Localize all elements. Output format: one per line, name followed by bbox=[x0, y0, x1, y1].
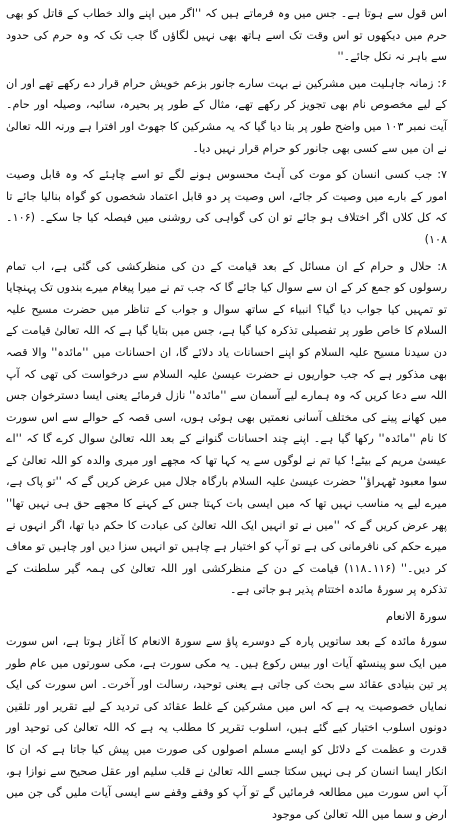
paragraph-hadith-quote: اس قول سے ہوتا ہے۔ جس میں وہ فرماتے ہیں کہ ''اگر میں اپنے والد خطاب کے قاتل کو بھی حرم میں دیکھوں تو اس وقت تک اسے ہاتھ بھی نہیں لگاؤں گا جب تک کہ وہ حرم کی حدود سے باہر نہ نکل جائے۔'' bbox=[6, 7, 447, 64]
paragraph-point-6: ۶: زمانہ جاہلیت میں مشرکین نے بہت سارے جانور بزعم خویش حرام قرار دے رکھے تھے اور ان کے لیے مخصوص نام بھی تجویز کر رکھے تھے، مثال کے طور پر بحیرہ، سائبہ، وصیلہ اور حام۔ آیت نمبر ۱۰۳ میں واضح طور پر بتا دیا گیا کہ یہ مشرکین کا جھوٹ اور افترا ہے ورنہ اللہ تعالیٰ نے ان میں سے کسی بھی جانور کو حرام قرار نہیں دیا۔ bbox=[6, 76, 447, 155]
paragraph-point-8: ۸: حلال و حرام کے ان مسائل کے بعد قیامت کے دن کی منظرکشی کی گئی ہے، اب تمام رسولوں کو جمع کر کے ان سے سوال کیا جائے گا کہ جب تم نے میرا پیغام میرے بندوں تک پہنچایا تو تمہیں کیا جواب دیا گیا؟ انبیاء کے ساتھ سوال و جواب کے تناظر میں حضرت مسیح علیہ السلام کا خاص طور پر تفصیلی تذکرہ کیا گیا ہے، جس میں بتایا گیا ہے کہ اللہ تعالیٰ قیامت کے دن سیدنا مسیح علیہ السلام کو اپنے احسانات یاد دلائے گا، ان احسانات میں ''مائدہ'' والا قصہ بھی مذکور ہے کہ جب حواریوں نے حضرت عیسیٰ علیہ السلام سے درخواست کی تھی کہ آپ اللہ سے دعا کریں کہ وہ ہمارے لیے آسمان سے ''مائدہ'' نازل فرمائے یعنی ایسا دسترخوان جس میں کھانے پینے کی مختلف آسانی نعمتیں بھی ہوئی ہوں، اسی قصہ کے حوالے سے اس سورت کا نام ''مائدہ'' رکھا گیا ہے۔ اپنے چند احسانات گنوانے کے بعد اللہ تعالیٰ سوال کرے گا کہ ''اے عیسیٰ مریم کے بیٹے! کیا تم نے لوگوں سے یہ کہا تھا کہ مجھے اور میری والدہ کو اللہ تعالیٰ کے سوا معبود ٹھہراؤ'' حضرت عیسیٰ علیہ السلام بارگاہ جلال میں عرض کریں گے کہ ''تو پاک ہے، میرے لیے یہ مناسب نہیں تھا کہ میں ایسی بات کہتا جس کے کہنے کا مجھے حق ہی نہیں تھا'' پھر عرض کریں گے کہ ''میں نے تو انہیں ایک اللہ تعالیٰ کی عبادت کا حکم دیا تھا، اگر انہوں نے میرے حکم کی نافرمانی کی ہے تو آپ کو اختیار ہے چاہیں تو انہیں سزا دیں اور چاہیں تو معاف کر دیں۔'' (۱۱۶۔۱۱۸) قیامت کے دن کے منظرکشی اور اللہ تعالیٰ کی ہمہ گیر سلطنت کے تذکرہ پر سورۂ مائدہ اختتام پذیر ہو جاتی ہے۔ bbox=[6, 259, 448, 597]
paragraph-point-7: ۷: جب کسی انسان کو موت کی آہٹ محسوس ہونے لگے تو اسے چاہئے کہ وہ قابل وصیت امور کے بارے میں وصیت کر جائے، اس وصیت پر دو قابل اعتماد شخصوں کو گواہ بنالیا جائے تا کہ کل کلاں اگر اختلاف ہو جائے تو ان کی گواہی کی روشنی میں فیصلہ کیا جا سکے۔ (۱۰۶۔۱۰۸) bbox=[6, 168, 447, 246]
paragraph-surah-anam-intro: سورۂ مائدہ کے بعد ساتویں پارہ کے دوسرے پاؤ سے سورۃ الانعام کا آغاز ہوتا ہے، اس سورت میں ایک سو پینسٹھ آیات اور بیس رکوع ہیں۔ یہ مکی سورت ہے، مکی سورتوں میں عام طور پر تین بنیادی عقائد سے بحث کی جاتی ہے یعنی توحید، رسالت اور آخرت۔ اس سورت کی ایک نمایاں خصوصیت یہ ہے کہ اس میں مشرکین کے غلط عقائد کی تردید کے لیے تقریر اور تلقین دونوں اسلوب اختیار کیے گئے ہیں، اسلوب تقریر کا مطلب یہ ہے کہ اللہ تعالیٰ کی توحید اور قدرت و عظمت کے دلائل کو ایسے مسلم اصولوں کی صورت میں پیش کیا جاتا ہے کہ ان کا انکار ایسا انسان کر ہی نہیں سکتا جسے اللہ تعالیٰ نے قلب سلیم اور عقل صحیح سے نوازا ہو، آپ اس سورت میں مطالعہ فرمائیں گے تو آپ کو وقفے وقفے سے ایسی آیات ملیں گی جن میں ارض و سما میں اللہ تعالیٰ کی موجود bbox=[6, 635, 447, 821]
section-heading: سورۃ الانعام bbox=[385, 609, 447, 624]
